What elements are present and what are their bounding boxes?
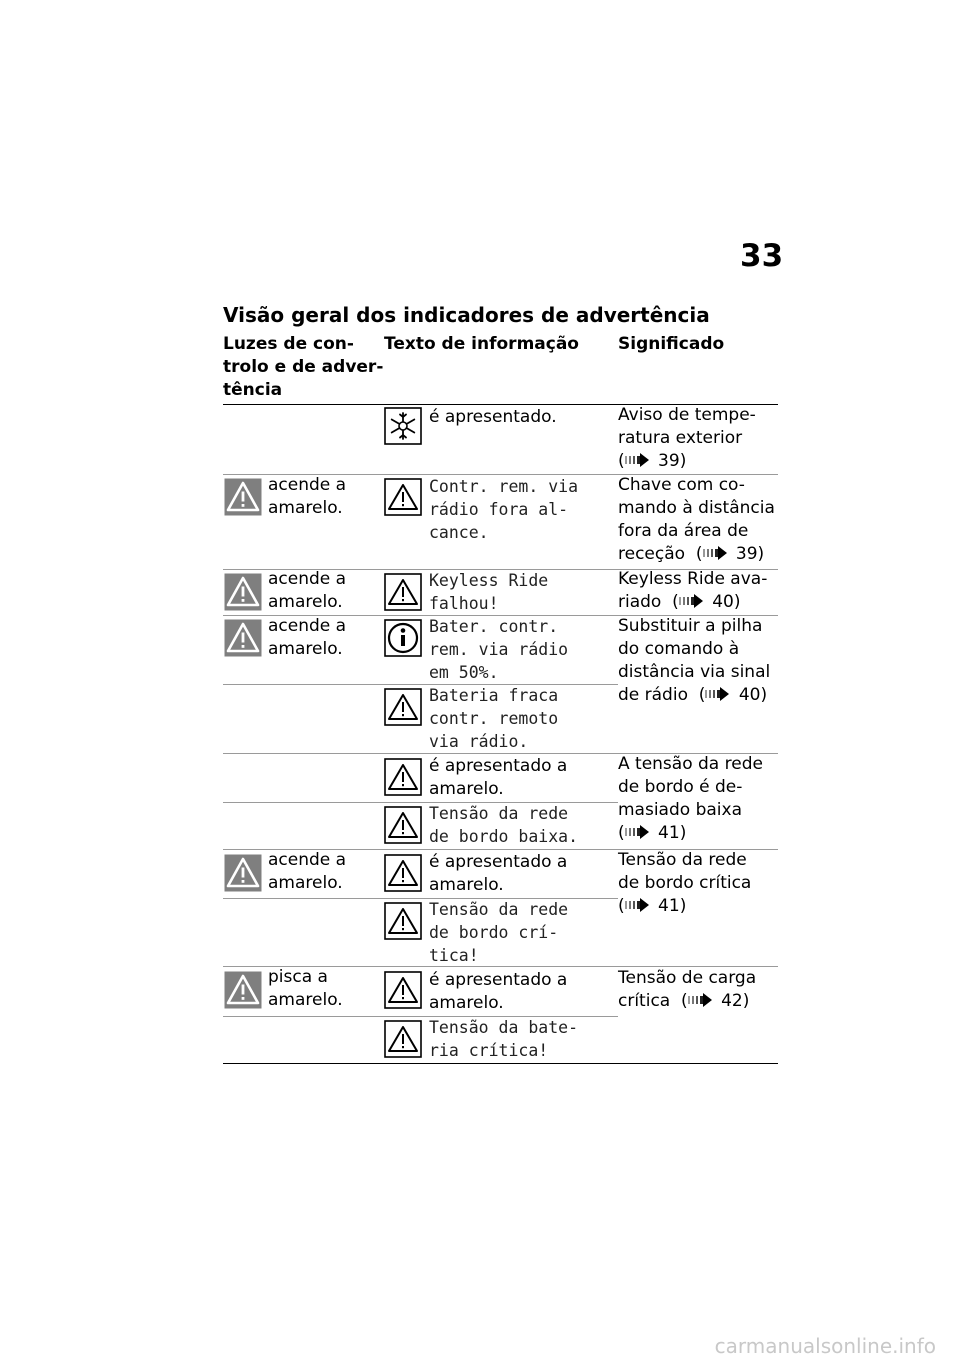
info-text [429,851,567,897]
meaning-line: Tensão da rede [618,850,747,870]
meaning-word: riado [618,592,662,612]
light-line: acende a [268,569,347,589]
meaning-line: A tensão da rede [618,754,763,774]
info-display-text [429,1016,578,1062]
meaning-line: de bordo é de- [618,777,743,797]
meaning-line: ratura exterior [618,428,743,448]
warning-triangle-icon [384,902,422,940]
reference-arrow-icon [688,993,716,1007]
warning-triangle-icon [224,971,262,1009]
info-line: é apresentado a [429,970,568,990]
info-line: Tensão da rede [429,900,569,919]
meaning-word: receção [618,544,686,564]
header-lights [223,333,383,402]
warning-triangle-icon [384,854,422,892]
light-line: amarelo. [268,592,343,612]
header-lights-line: tência [223,380,283,400]
info-icon [384,619,422,657]
info-display-text [429,898,568,967]
light-line: amarelo. [268,990,343,1010]
light-text [268,849,346,895]
meaning-line: distância via sinal [618,662,771,682]
info-display-text [429,802,578,848]
meaning-word: crítica [618,991,671,1011]
warning-triangle-icon [384,806,422,844]
light-text [268,474,346,520]
meaning-line: receção ( 39) [618,544,765,564]
reference-page[interactable]: 39 [658,451,680,471]
header-lights-line: Luzes de con- [223,334,354,354]
meaning-line: crítica ( 42) [618,991,750,1011]
row-divider [223,684,618,685]
page-reference: ( 41) [618,896,687,916]
info-text [429,755,567,801]
warning-triangle-icon [224,573,262,611]
page-reference: ( 41) [618,823,687,843]
info-line: de bordo crí- [429,923,559,942]
meaning-word: de rádio [618,685,688,705]
light-line: acende a [268,475,347,495]
info-line: rádio fora al- [429,500,569,519]
warning-triangle-icon [224,619,262,657]
header-lights-line: trolo e de adver- [223,357,384,377]
info-line: é apresentado a [429,756,568,776]
meaning-text [618,753,763,845]
info-display-text [429,684,558,753]
header-info: Texto de informação [384,334,579,354]
light-line: amarelo. [268,639,343,659]
warning-triangle-icon [224,854,262,892]
warning-triangle-icon [384,758,422,796]
reference-page[interactable]: 40 [738,685,761,705]
reference-page[interactable]: 41 [658,896,680,916]
meaning-line: fora da área de [618,521,749,541]
info-line: de bordo baixa. [429,827,579,846]
page-number: 33 [740,238,784,274]
light-line: amarelo. [268,498,343,518]
reference-page[interactable]: 40 [712,592,734,612]
reference-arrow-icon [679,594,707,608]
meaning-text [618,615,770,707]
meaning-line: Keyless Ride ava- [618,569,768,589]
info-line: falhou! [429,594,499,613]
info-text [429,406,557,429]
reference-arrow-icon [625,898,653,912]
light-line: amarelo. [268,873,343,893]
info-line: Keyless Ride [429,571,549,590]
info-display-text [429,615,568,684]
info-line: tica! [429,946,479,965]
meaning-text [618,849,751,918]
warning-triangle-icon [384,1020,422,1058]
info-text [429,969,567,1015]
meaning-line: Chave com co- [618,475,745,495]
info-line: Bateria fraca [429,686,559,705]
warning-triangle-icon [384,478,422,516]
info-line: contr. remoto [429,709,559,728]
meaning-line: Tensão de carga [618,968,757,988]
warning-triangle-icon [384,573,422,611]
meaning-line: riado ( 40) [618,592,741,612]
reference-page[interactable]: 42 [721,991,743,1011]
info-display-text [429,569,548,615]
light-text [268,568,346,614]
table-bottom-rule [223,1063,778,1064]
meaning-line: de rádio ( 40) [618,685,768,705]
info-line: amarelo. [429,875,504,895]
reference-arrow-icon [703,546,731,560]
light-line: pisca a [268,967,328,987]
meaning-line: Aviso de tempe- [618,405,756,425]
warning-triangle-icon [224,478,262,516]
light-line: acende a [268,850,347,870]
reference-arrow-icon [625,825,653,839]
warning-triangle-icon [384,688,422,726]
info-line: Contr. rem. via [429,477,579,496]
meaning-text [618,967,756,1013]
info-line: Bater. contr. [429,617,559,636]
info-line: ria crítica! [429,1041,549,1060]
footer-watermark[interactable]: carmanualsonline.info [714,1334,936,1358]
page-reference: ( 39) [618,451,687,471]
reference-arrow-icon [705,687,733,701]
info-line: Tensão da rede [429,804,569,823]
info-line: em 50%. [429,663,499,682]
header-meaning: Significado [618,334,725,354]
meaning-line: do comando à [618,639,740,659]
meaning-line: mando à distância [618,498,775,518]
info-line: via rádio. [429,732,529,751]
light-text [268,615,346,661]
reference-page[interactable]: 39 [735,544,758,564]
reference-page[interactable]: 41 [658,823,680,843]
info-line: Tensão da bate- [429,1018,579,1037]
light-line: acende a [268,616,347,636]
warning-triangle-icon [384,971,422,1009]
info-display-text [429,475,578,544]
info-line: amarelo. [429,993,504,1013]
meaning-line: Substituir a pilha [618,616,763,636]
meaning-text [618,568,767,614]
snowflake-icon [384,407,422,445]
info-line: é apresentado. [429,407,557,427]
info-line: amarelo. [429,779,504,799]
meaning-text [618,404,756,473]
info-line: rem. via rádio [429,640,569,659]
meaning-line: masiado baixa [618,800,742,820]
reference-arrow-icon [625,453,653,467]
light-text [268,966,343,1012]
info-line: é apresentado a [429,852,568,872]
meaning-line: de bordo crítica [618,873,752,893]
info-line: cance. [429,523,489,542]
meaning-text [618,474,775,566]
section-title: Visão geral dos indicadores de advertência [223,303,710,327]
